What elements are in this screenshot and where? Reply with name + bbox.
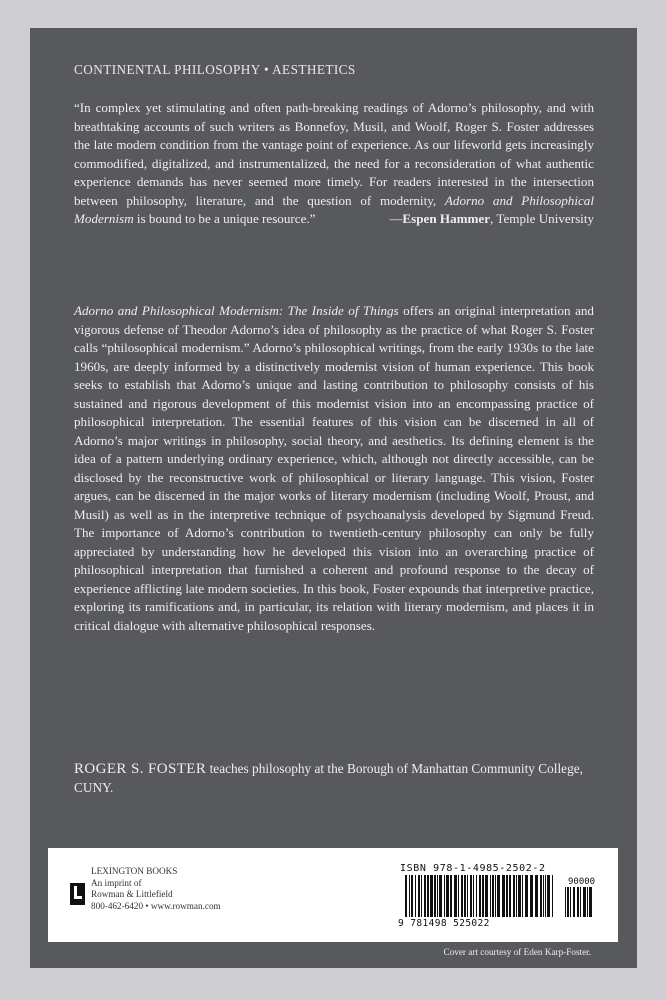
barcode-bar [502, 875, 505, 917]
endorsement-text-end: is bound to be a unique resource.” [133, 211, 316, 226]
barcode-bar [467, 875, 468, 917]
publisher-parent: Rowman & Littlefield [91, 889, 173, 899]
barcode-bar [427, 875, 429, 917]
barcode-bar [583, 887, 586, 917]
category-line: CONTINENTAL PHILOSOPHY • AESTHETICS [74, 62, 356, 77]
book-title: Adorno and Philosophical Modernism: The Inside of Things [74, 303, 399, 318]
author-name: ROGER S. FOSTER [74, 761, 207, 777]
barcode-bar [495, 875, 496, 917]
publisher-logo-icon [70, 883, 85, 905]
endorsement-attribution: —Espen Hammer, Temple University [389, 211, 594, 226]
barcode-bar [506, 875, 508, 917]
barcode-bar [458, 875, 459, 917]
barcode-bar [545, 875, 546, 917]
publisher-info [91, 866, 221, 912]
cover-art-credit: Cover art courtesy of Eden Karp-Foster. [443, 947, 591, 957]
price-code: 90000 [568, 877, 596, 887]
barcode-bar [497, 875, 500, 917]
book-description [74, 302, 594, 635]
barcode-bar [450, 875, 452, 917]
barcode-bar [464, 875, 466, 917]
endorser-name: Espen Hammer [402, 211, 491, 226]
barcode-bar [509, 875, 511, 917]
barcode-bar [570, 887, 571, 917]
barcode-bar [454, 875, 457, 917]
barcode-bar [547, 875, 550, 917]
endorsement-text: “In complex yet stimulating and often path-breaking readings of Adorno’s philosophy, and with breathtaking accounts of such writers as Bonnefoy, Musil, and Woolf, Roger S. Foster addresses the late modern condition from the vantage point of experience. As our lifeworld gets increasingly commodified, digitalized, and instrumentalized, the need for a reconsideration of what authentic experience demands has never seemed more timely. For readers interested in the intersection between philosophy, literature, and the question of modernity, [74, 100, 594, 208]
description-text: offers an original interpretation and vigorous defense of Theodor Adorno’s idea of philosophy as the practice of what Roger S. Foster calls “philosophical modernism.” Adorno’s philosophical writings, from the early 1930s to the late 1960s, are deeply informed by a distinctively modernist vision of human experience. This book seeks to establish that Adorno’s unique and lasting contribution to philosophy consists of his sustained and rigorous development of this modernist vision into an encompassing practice of philosophical interpretation. The essential features of this vision can be discerned in all of Adorno’s major writings in philosophy, social theory, and aesthetics. Its defining element is the idea of a pattern underlying ordinary experience, which, although not directly accessible, can be disclosed by the reconstructive work of philosophical or literary language. This vision, Foster argues, can be discerned in the major works of literary modernism (including Woolf, Proust, and Musil) as well as in the interpretive technique of psychoanalysis developed by Sigmund Freud. The importance of Adorno’s contribution to twentieth-century philosophy can only be fully appreciated by understanding how he developed this vision into an overarching practice of philosophical interpretation that furnished a coherent and profound response to the decay of experience afflicting late modern societies. In this book, Foster expounds that interpretive practice, exploring its ramifications and, in particular, its relation with literary modernism, and places it in critical dialogue with alternative philosophical responses. [74, 303, 594, 633]
barcode-bar [434, 875, 436, 917]
barcode-bar [444, 875, 445, 917]
barcode-bar [446, 875, 449, 917]
barcode-bar [587, 887, 588, 917]
barcode-bar [567, 887, 569, 917]
barcode-bar [540, 875, 542, 917]
barcode-bar [485, 875, 488, 917]
barcode-bar [411, 875, 413, 917]
barcode-bar [552, 875, 553, 917]
barcode-bar [470, 875, 472, 917]
barcode-bar [421, 875, 422, 917]
barcode-bar [522, 875, 523, 917]
barcode-bar [439, 875, 442, 917]
barcode-bar [482, 875, 484, 917]
barcode-bar [492, 875, 494, 917]
endorser-affiliation: , Temple University [490, 211, 594, 226]
barcode-bar [409, 875, 410, 917]
barcode-bar [405, 875, 407, 917]
barcode-bar [437, 875, 438, 917]
publisher-contact: 800-462-6420 • www.rowman.com [91, 900, 221, 911]
barcode-bar [424, 875, 426, 917]
endorsement-quote [74, 99, 594, 229]
barcode-bar [518, 875, 521, 917]
barcode-bar [473, 875, 474, 917]
barcode-bar [535, 875, 538, 917]
barcode-number: 9 781498 525022 [398, 918, 490, 929]
barcode-bar [543, 875, 544, 917]
barcode-bar [516, 875, 517, 917]
endorsement-book-title: Adorno and Philosophical Modernism [74, 192, 594, 226]
barcode-bar [415, 875, 416, 917]
barcode-bar [589, 887, 592, 917]
barcode-bar [461, 875, 463, 917]
barcode-bar [530, 875, 533, 917]
barcode-bar [418, 875, 420, 917]
publisher-name: LEXINGTON BOOKS [91, 866, 178, 876]
barcode-bar [479, 875, 481, 917]
barcode-bar [525, 875, 528, 917]
barcode-bar [580, 887, 581, 917]
publisher-imprint-line: An imprint of [91, 877, 142, 888]
barcode-bar [476, 875, 477, 917]
barcode-bar [490, 875, 491, 917]
author-bio [74, 760, 594, 797]
author-bio-text: teaches philosophy at the Borough of Manhattan Community College, CUNY. [74, 761, 583, 795]
barcode-bar [430, 875, 433, 917]
barcode-bar [573, 887, 575, 917]
barcode-bar [513, 875, 515, 917]
barcode-bar [577, 887, 579, 917]
isbn-label: ISBN 978-1-4985-2502-2 [400, 863, 546, 874]
barcode-bar [565, 887, 566, 917]
